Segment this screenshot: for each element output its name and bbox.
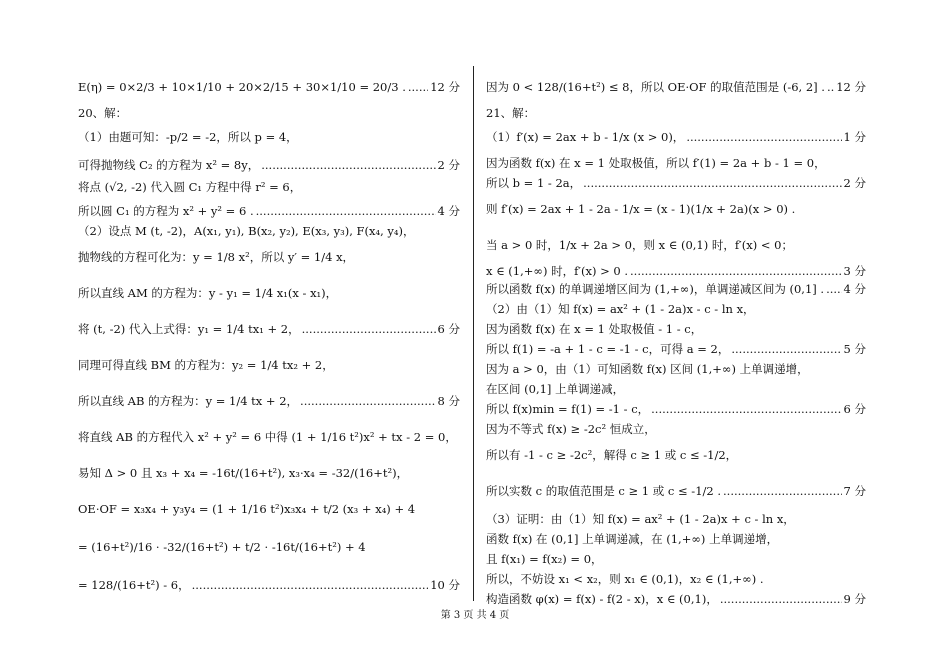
left-line	[78, 204, 460, 218]
line-text: OE·OF = x₃x₄ + y₃y₄ = (1 + 1/16 t²)x₃x₄ + t/2 (x₃ + x₄) + 4	[78, 502, 416, 516]
left-line	[78, 502, 460, 516]
left-line	[78, 80, 460, 94]
dot-leader	[723, 484, 842, 498]
score-points: 7 分	[843, 484, 866, 498]
left-line	[78, 130, 460, 144]
line-text: E(η) = 0×2/3 + 10×1/10 + 20×2/15 + 30×1/10 = 20/3 .	[78, 80, 406, 94]
left-line	[78, 430, 460, 444]
right-line	[486, 176, 866, 190]
line-text: （2）由（1）知 f(x) = ax² + (1 - 2a)x - c - ln x，	[486, 302, 755, 316]
line-text: （3）证明：由（1）知 f(x) = ax² + (1 - 2a)x + c - ln x，	[486, 512, 795, 526]
line-text: 因为 a > 0，由（1）可知函数 f(x) 区间 (1,+∞) 上单调递增，	[486, 362, 809, 376]
left-line	[78, 250, 460, 264]
dot-leader	[826, 282, 841, 296]
score-points: 2 分	[437, 158, 460, 172]
dot-leader	[651, 402, 841, 416]
line-text: x ∈ (1,+∞) 时，f′(x) > 0 .	[486, 264, 629, 278]
left-line	[78, 158, 460, 172]
left-line	[78, 394, 460, 408]
line-text: 所以 b = 1 - 2a，	[486, 176, 582, 190]
dot-leader	[583, 176, 841, 190]
line-text: 所以 f(1) = -a + 1 - c = -1 - c，可得 a = 2，	[486, 342, 730, 356]
right-line	[486, 512, 866, 526]
line-text: 所以有 -1 - c ≥ -2c²，解得 c ≥ 1 或 c ≤ -1/2，	[486, 448, 738, 462]
left-line	[78, 540, 460, 554]
line-text: 所以直线 AM 的方程为：y - y₁ = 1/4 x₁(x - x₁)，	[78, 286, 338, 300]
right-line	[486, 106, 866, 120]
right-line	[486, 264, 866, 278]
line-text: 函数 f(x) 在 (0,1] 上单调递减，在 (1,+∞) 上单调递增，	[486, 532, 779, 546]
line-text: （2）设点 M (t, -2)，A(x₁, y₁), B(x₂, y₂), E(x₃, y₃), F(x₄, y₄)，	[78, 224, 415, 238]
right-line	[486, 238, 866, 252]
line-text: （1）f′(x) = 2ax + b - 1/x (x > 0)，	[486, 130, 685, 144]
score-points: 3 分	[843, 264, 866, 278]
line-text: 所以 f(x)min = f(1) = -1 - c，	[486, 402, 650, 416]
left-line	[78, 322, 460, 336]
score-points: 4 分	[437, 204, 460, 218]
line-text: 当 a > 0 时，1/x + 2a > 0，则 x ∈ (0,1) 时，f′(x) < 0；	[486, 238, 793, 252]
left-line	[78, 358, 460, 372]
line-text: 将直线 AB 的方程代入 x² + y² = 6 中得 (1 + 1/16 t²)x² + tx - 2 = 0，	[78, 430, 457, 444]
right-line	[486, 342, 866, 356]
line-text: 在区间 (0,1] 上单调递减，	[486, 382, 625, 396]
right-line	[486, 572, 866, 586]
line-text: = 128/(16+t²) - 6，	[78, 578, 190, 592]
dot-leader	[302, 322, 436, 336]
line-text: 构造函数 φ(x) = f(x) - f(2 - x)，x ∈ (0,1)，	[486, 592, 718, 606]
line-text: 则 f′(x) = 2ax + 1 - 2a - 1/x = (x - 1)(1/x + 2a)(x > 0) .	[486, 202, 796, 216]
dot-leader	[261, 158, 435, 172]
score-points: 12 分	[430, 80, 460, 94]
dot-leader	[192, 578, 429, 592]
line-text: 易知 Δ > 0 且 x₃ + x₄ = -16t/(16+t²), x₃·x₄ = -32/(16+t²)，	[78, 466, 409, 480]
line-text: 将 (t, -2) 代入上式得：y₁ = 1/4 tx₁ + 2，	[78, 322, 300, 336]
line-text: 因为函数 f(x) 在 x = 1 处取极值，所以 f′(1) = 2a + b - 1 = 0，	[486, 156, 826, 170]
right-line	[486, 448, 866, 462]
line-text: 将点 (√2, -2) 代入圆 C₁ 方程中得 r² = 6，	[78, 180, 302, 194]
line-text: = (16+t²)/16 · -32/(16+t²) + t/2 · -16t/(16+t²) + 4	[78, 540, 366, 554]
dot-leader	[300, 394, 435, 408]
dot-leader	[408, 80, 428, 94]
right-line	[486, 80, 866, 94]
dot-leader	[630, 264, 841, 278]
left-line	[78, 286, 460, 300]
right-line	[486, 282, 866, 296]
score-points: 4 分	[843, 282, 866, 296]
line-text: （1）由题可知：-p/2 = -2，所以 p = 4，	[78, 130, 298, 144]
score-points: 5 分	[843, 342, 866, 356]
score-points: 12 分	[836, 80, 866, 94]
line-text: 因为 0 < 128/(16+t²) ≤ 8，所以 OE·OF 的取值范围是 (-6, 2] .	[486, 80, 825, 94]
right-line	[486, 362, 866, 376]
page-footer: 第 3 页 共 4 页	[440, 610, 510, 621]
dot-leader	[686, 130, 841, 144]
right-line	[486, 402, 866, 416]
line-text: 20、解：	[78, 106, 128, 120]
right-line	[486, 130, 866, 144]
line-text: 所以直线 AB 的方程为：y = 1/4 tx + 2，	[78, 394, 299, 408]
score-points: 6 分	[843, 402, 866, 416]
dot-leader	[720, 592, 842, 606]
column-divider	[473, 66, 474, 601]
score-points: 1 分	[843, 130, 866, 144]
right-line	[486, 382, 866, 396]
line-text: 所以，不妨设 x₁ < x₂，则 x₁ ∈ (0,1)，x₂ ∈ (1,+∞) .	[486, 572, 764, 586]
right-line	[486, 302, 866, 316]
line-text: 所以圆 C₁ 的方程为 x² + y² = 6 .	[78, 204, 254, 218]
dot-leader	[731, 342, 841, 356]
right-line	[486, 422, 866, 436]
right-line	[486, 202, 866, 216]
line-text: 可得抛物线 C₂ 的方程为 x² = 8y，	[78, 158, 260, 172]
line-text: 所以函数 f(x) 的单调递增区间为 (1,+∞)，单调递减区间为 (0,1] .	[486, 282, 825, 296]
line-text: 所以实数 c 的取值范围是 c ≥ 1 或 c ≤ -1/2 .	[486, 484, 722, 498]
line-text: 且 f(x₁) = f(x₂) = 0，	[486, 552, 603, 566]
left-line	[78, 180, 460, 194]
left-line	[78, 466, 460, 480]
score-points: 2 分	[843, 176, 866, 190]
left-line	[78, 106, 460, 120]
right-line	[486, 552, 866, 566]
score-points: 9 分	[843, 592, 866, 606]
right-line	[486, 592, 866, 606]
left-line	[78, 578, 460, 592]
line-text: 同理可得直线 BM 的方程为：y₂ = 1/4 tx₂ + 2，	[78, 358, 334, 372]
right-line	[486, 532, 866, 546]
right-line	[486, 484, 866, 498]
dot-leader	[827, 80, 834, 94]
score-points: 8 分	[437, 394, 460, 408]
line-text: 因为函数 f(x) 在 x = 1 处取极值 - 1 - c，	[486, 322, 703, 336]
left-line	[78, 224, 460, 238]
score-points: 10 分	[430, 578, 460, 592]
line-text: 因为不等式 f(x) ≥ -2c² 恒成立，	[486, 422, 656, 436]
line-text: 21、解：	[486, 106, 536, 120]
score-points: 6 分	[437, 322, 460, 336]
dot-leader	[256, 204, 436, 218]
right-line	[486, 156, 866, 170]
line-text: 抛物线的方程可化为：y = 1/8 x²，所以 y′ = 1/4 x，	[78, 250, 355, 264]
right-line	[486, 322, 866, 336]
